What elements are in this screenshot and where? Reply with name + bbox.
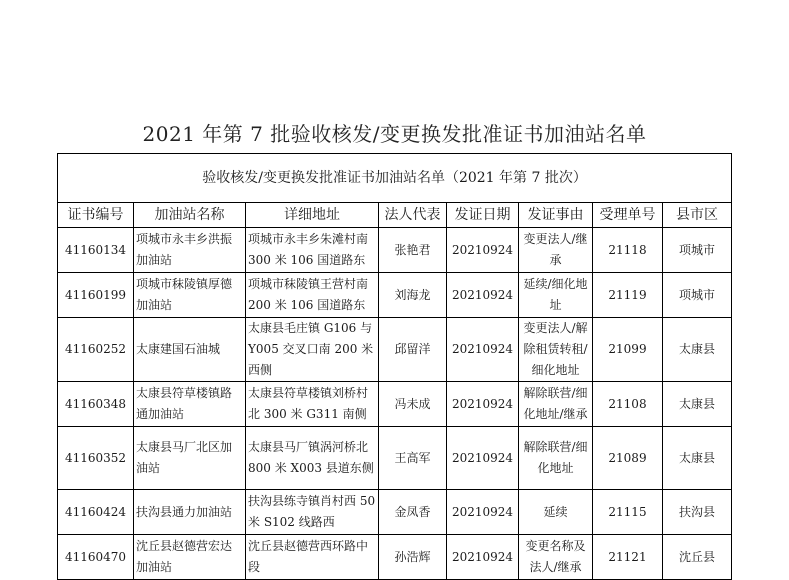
table-row [58,490,732,535]
cell-address: 扶沟县练寺镇肖村西 50 米 S102 线路西 [246,490,379,535]
cell-receipt-no: 21108 [593,382,663,427]
cell-station: 太康建国石油城 [134,318,246,382]
cell-address: 太康县马厂镇涡河桥北 800 米 X003 县道东侧 [246,427,379,490]
cell-legal-rep: 孙浩辉 [379,535,447,580]
cell-cert-no: 41160470 [58,535,134,580]
cell-station: 太康县马厂北区加油站 [134,427,246,490]
cell-county: 太康县 [663,427,732,490]
cell-address: 太康县符草楼镇刘桥村北 300 米 G311 南侧 [246,382,379,427]
cell-issue-date: 20210924 [447,273,519,318]
cell-issue-date: 20210924 [447,318,519,382]
header-address: 详细地址 [246,203,379,228]
table-row [58,535,732,580]
cell-address: 太康县毛庄镇 G106 与 Y005 交叉口南 200 米西侧 [246,318,379,382]
cell-county: 太康县 [663,382,732,427]
cell-county: 太康县 [663,318,732,382]
cell-issue-date: 20210924 [447,427,519,490]
cell-reason: 解除联营/细化地址/继承 [519,382,593,427]
cell-receipt-no: 21115 [593,490,663,535]
cell-issue-date: 20210924 [447,535,519,580]
cell-reason: 解除联营/细化地址 [519,427,593,490]
cell-station: 太康县符草楼镇路通加油站 [134,382,246,427]
cell-station: 扶沟县通力加油站 [134,490,246,535]
cell-cert-no: 41160352 [58,427,134,490]
cell-reason: 变更法人/解除租赁转租/细化地址 [519,318,593,382]
table-row [58,382,732,427]
cell-issue-date: 20210924 [447,228,519,273]
page-title: 2021 年第 7 批验收核发/变更换发批准证书加油站名单 [142,122,647,146]
cell-cert-no: 41160199 [58,273,134,318]
table-row [58,273,732,318]
cell-cert-no: 41160134 [58,228,134,273]
cell-county: 项城市 [663,273,732,318]
cell-cert-no: 41160348 [58,382,134,427]
cell-county: 沈丘县 [663,535,732,580]
cell-station: 项城市永丰乡洪振加油站 [134,228,246,273]
cell-address: 项城市永丰乡朱滩村南 300 米 106 国道路东 [246,228,379,273]
cell-cert-no: 41160252 [58,318,134,382]
cell-reason: 变更法人/继承 [519,228,593,273]
cell-county: 项城市 [663,228,732,273]
cell-reason: 延续/细化地址 [519,273,593,318]
cell-receipt-no: 21089 [593,427,663,490]
cell-legal-rep: 金凤香 [379,490,447,535]
cell-legal-rep: 王高军 [379,427,447,490]
table-header-row [58,203,732,228]
cell-legal-rep: 刘海龙 [379,273,447,318]
cell-receipt-no: 21118 [593,228,663,273]
cell-reason: 变更名称及法人/继承 [519,535,593,580]
cell-reason: 延续 [519,490,593,535]
header-county: 县市区 [663,203,732,228]
cell-station: 沈丘县赵德营宏达加油站 [134,535,246,580]
table-row [58,318,732,382]
cell-receipt-no: 21119 [593,273,663,318]
table-row [58,427,732,490]
header-cert-no: 证书编号 [58,203,134,228]
cell-station: 项城市秣陵镇厚德加油站 [134,273,246,318]
cell-issue-date: 20210924 [447,382,519,427]
cell-legal-rep: 张艳君 [379,228,447,273]
cell-receipt-no: 21099 [593,318,663,382]
header-legal-rep: 法人代表 [379,203,447,228]
header-receipt-no: 受理单号 [593,203,663,228]
cell-legal-rep: 冯未成 [379,382,447,427]
cell-address: 沈丘县赵德营西环路中段 [246,535,379,580]
cell-receipt-no: 21121 [593,535,663,580]
cell-legal-rep: 邱留洋 [379,318,447,382]
cell-address: 项城市秣陵镇王营村南 200 米 106 国道路东 [246,273,379,318]
cell-county: 扶沟县 [663,490,732,535]
gas-station-table [57,153,732,580]
table-caption: 验收核发/变更换发批准证书加油站名单（2021 年第 7 批次） [58,154,732,203]
cell-issue-date: 20210924 [447,490,519,535]
header-station: 加油站名称 [134,203,246,228]
table-row [58,228,732,273]
cell-cert-no: 41160424 [58,490,134,535]
header-issue-date: 发证日期 [447,203,519,228]
header-reason: 发证事由 [519,203,593,228]
